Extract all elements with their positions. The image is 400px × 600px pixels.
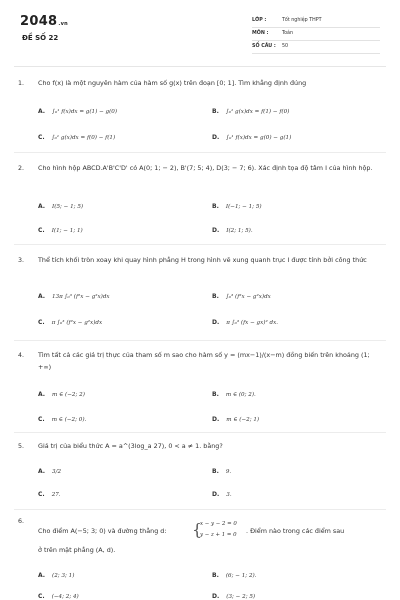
option-label: B. [212, 468, 219, 475]
option-text: m ∈ (0; 2). [225, 392, 256, 398]
logo-suffix: .vn [58, 21, 69, 27]
option-c[interactable] [38, 319, 102, 326]
meta-subject-value: Toán [282, 31, 294, 36]
question-text-tail: . Điểm nào trong các điểm sau [246, 527, 345, 535]
equation-2: y − z + 1 = 0 [200, 532, 237, 538]
option-label: C. [38, 416, 45, 423]
option-label: D. [212, 319, 220, 326]
meta-count-key: SỐ CÂU : [252, 44, 276, 49]
option-label: C. [38, 491, 45, 498]
option-label: B. [212, 108, 219, 115]
option-d[interactable] [212, 416, 259, 423]
question-text: Giá trị của biểu thức A = a^(3log_a 27), 0 < a ≠ 1. bằng? [38, 442, 223, 450]
option-label: D. [212, 227, 220, 234]
option-label: C. [38, 593, 45, 600]
option-d[interactable] [212, 134, 291, 141]
meta-subject-key: MÔN : [252, 31, 269, 36]
option-text: (3; − 2; 5) [226, 594, 256, 600]
question-number: 6. [18, 518, 25, 525]
option-label: A. [38, 572, 46, 579]
option-label: A. [38, 293, 46, 300]
option-text: m ∈ (−2; 1) [226, 417, 260, 423]
question-text: Thể tích khối tròn xoay khi quay hình phẳng H trong hình vẽ xung quanh trục I được tính bởi công thức [38, 256, 367, 264]
question-divider [14, 152, 386, 153]
option-b[interactable] [212, 108, 289, 115]
option-a[interactable] [38, 203, 83, 210]
option-label: A. [38, 468, 46, 475]
option-b[interactable] [212, 572, 256, 579]
option-text: 3. [226, 492, 232, 498]
option-label: A. [38, 391, 46, 398]
equation-1: x − y − 2 = 0 [200, 521, 237, 527]
option-text: ∫₀¹ g(x)dx = f(1) − f(0) [225, 109, 290, 115]
option-d[interactable] [212, 491, 232, 498]
option-text: I(2; 1; 5). [226, 228, 253, 234]
question-number: 1. [18, 80, 25, 87]
option-text: m ∈ (−2; 2) [52, 392, 85, 398]
option-text: 9. [225, 469, 232, 475]
option-label: D. [212, 593, 220, 600]
question-text: Cho f(x) là một nguyên hàm của hàm số g(x) trên đoạn [0; 1]. Tìm khẳng định đúng [38, 79, 307, 87]
option-label: B. [212, 203, 219, 210]
option-b[interactable] [212, 391, 256, 398]
option-text: 13π ∫₀³ (f²x − g²x)dx [52, 294, 110, 300]
option-text: m ∈ (−2; 0). [51, 417, 87, 423]
question-text: Tìm tất cả các giá trị thực của tham số m sao cho hàm số y = (mx−1)/(x−m) đồng biến trên khoảng (1; +∞) [38, 351, 370, 371]
option-text: 27. [51, 492, 61, 498]
option-d[interactable] [212, 227, 253, 234]
meta-divider [252, 27, 380, 28]
option-text: 3/2 [52, 469, 62, 475]
option-c[interactable] [38, 227, 83, 234]
option-label: D. [212, 416, 220, 423]
question-divider [14, 244, 386, 245]
question-divider [14, 509, 386, 510]
option-text: (2; 3; 1) [52, 573, 75, 579]
option-label: A. [38, 108, 46, 115]
option-text: ∫₀¹ f(x)dx = g(1) − g(0) [52, 109, 118, 115]
option-text: (6; − 1; 2). [225, 573, 257, 579]
header-divider [14, 66, 386, 67]
option-a[interactable] [38, 293, 110, 300]
option-c[interactable] [38, 134, 115, 141]
meta-count-value: 50 [282, 44, 289, 49]
option-label: B. [212, 293, 219, 300]
option-c[interactable] [38, 593, 79, 600]
option-text: I(5; − 1; 5) [52, 204, 84, 210]
system-brace: { [192, 520, 203, 539]
option-c[interactable] [38, 416, 86, 423]
option-text: (−4; 2; 4) [51, 594, 79, 600]
question-text-line2: ở trên mặt phẳng (A, d). [38, 546, 116, 554]
option-text: I(−1; − 1; 5) [225, 204, 262, 210]
option-b[interactable] [212, 468, 231, 475]
option-label: C. [38, 134, 45, 141]
option-c[interactable] [38, 491, 61, 498]
option-label: D. [212, 134, 220, 141]
option-label: C. [38, 319, 45, 326]
question-number: 5. [18, 443, 25, 450]
option-b[interactable] [212, 293, 271, 300]
option-d[interactable] [212, 593, 255, 600]
meta-class-value: Tốt nghiệp THPT [282, 18, 322, 23]
question-number: 4. [18, 352, 25, 359]
option-b[interactable] [212, 203, 262, 210]
option-a[interactable] [38, 391, 85, 398]
option-text: π ∫₀³ (f²x − g²x)dx [51, 320, 103, 326]
question-text: Cho điểm A(−5; 3; 0) và đường thẳng d: [38, 527, 167, 535]
option-text: π ∫₀³ (fx − gx)² dx. [226, 320, 278, 326]
option-a[interactable] [38, 108, 117, 115]
meta-class-key: LỚP : [252, 18, 267, 23]
question-number: 3. [18, 257, 25, 264]
option-text: ∫₀¹ f(x)dx = g(0) − g(1) [226, 135, 292, 141]
question-text: Cho hình hộp ABCD.A'B'C'D' có A(0; 1; − 2), B'(7; 5; 4), D(3; − 7; 6). Xác định tọa độ tâm I của hình hộp. [38, 164, 373, 172]
option-text: I(1; − 1; 1) [51, 228, 83, 234]
meta-divider [252, 40, 380, 41]
option-text: ∫₀³ (f²x − g²x)dx [225, 294, 271, 300]
option-label: B. [212, 572, 219, 579]
option-text: ∫₀¹ g(x)dx = f(0) − f(1) [51, 135, 116, 141]
option-d[interactable] [212, 319, 278, 326]
option-label: B. [212, 391, 219, 398]
option-label: D. [212, 491, 220, 498]
logo-text: 2048 [20, 14, 58, 29]
question-divider [14, 432, 386, 433]
meta-divider [252, 53, 380, 54]
question-divider [14, 340, 386, 341]
site-logo[interactable] [20, 14, 68, 29]
option-label: C. [38, 227, 45, 234]
exam-title: ĐỀ SỐ 22 [22, 34, 59, 42]
option-a[interactable] [38, 572, 74, 579]
option-label: A. [38, 203, 46, 210]
option-a[interactable] [38, 468, 61, 475]
question-number: 2. [18, 165, 25, 172]
